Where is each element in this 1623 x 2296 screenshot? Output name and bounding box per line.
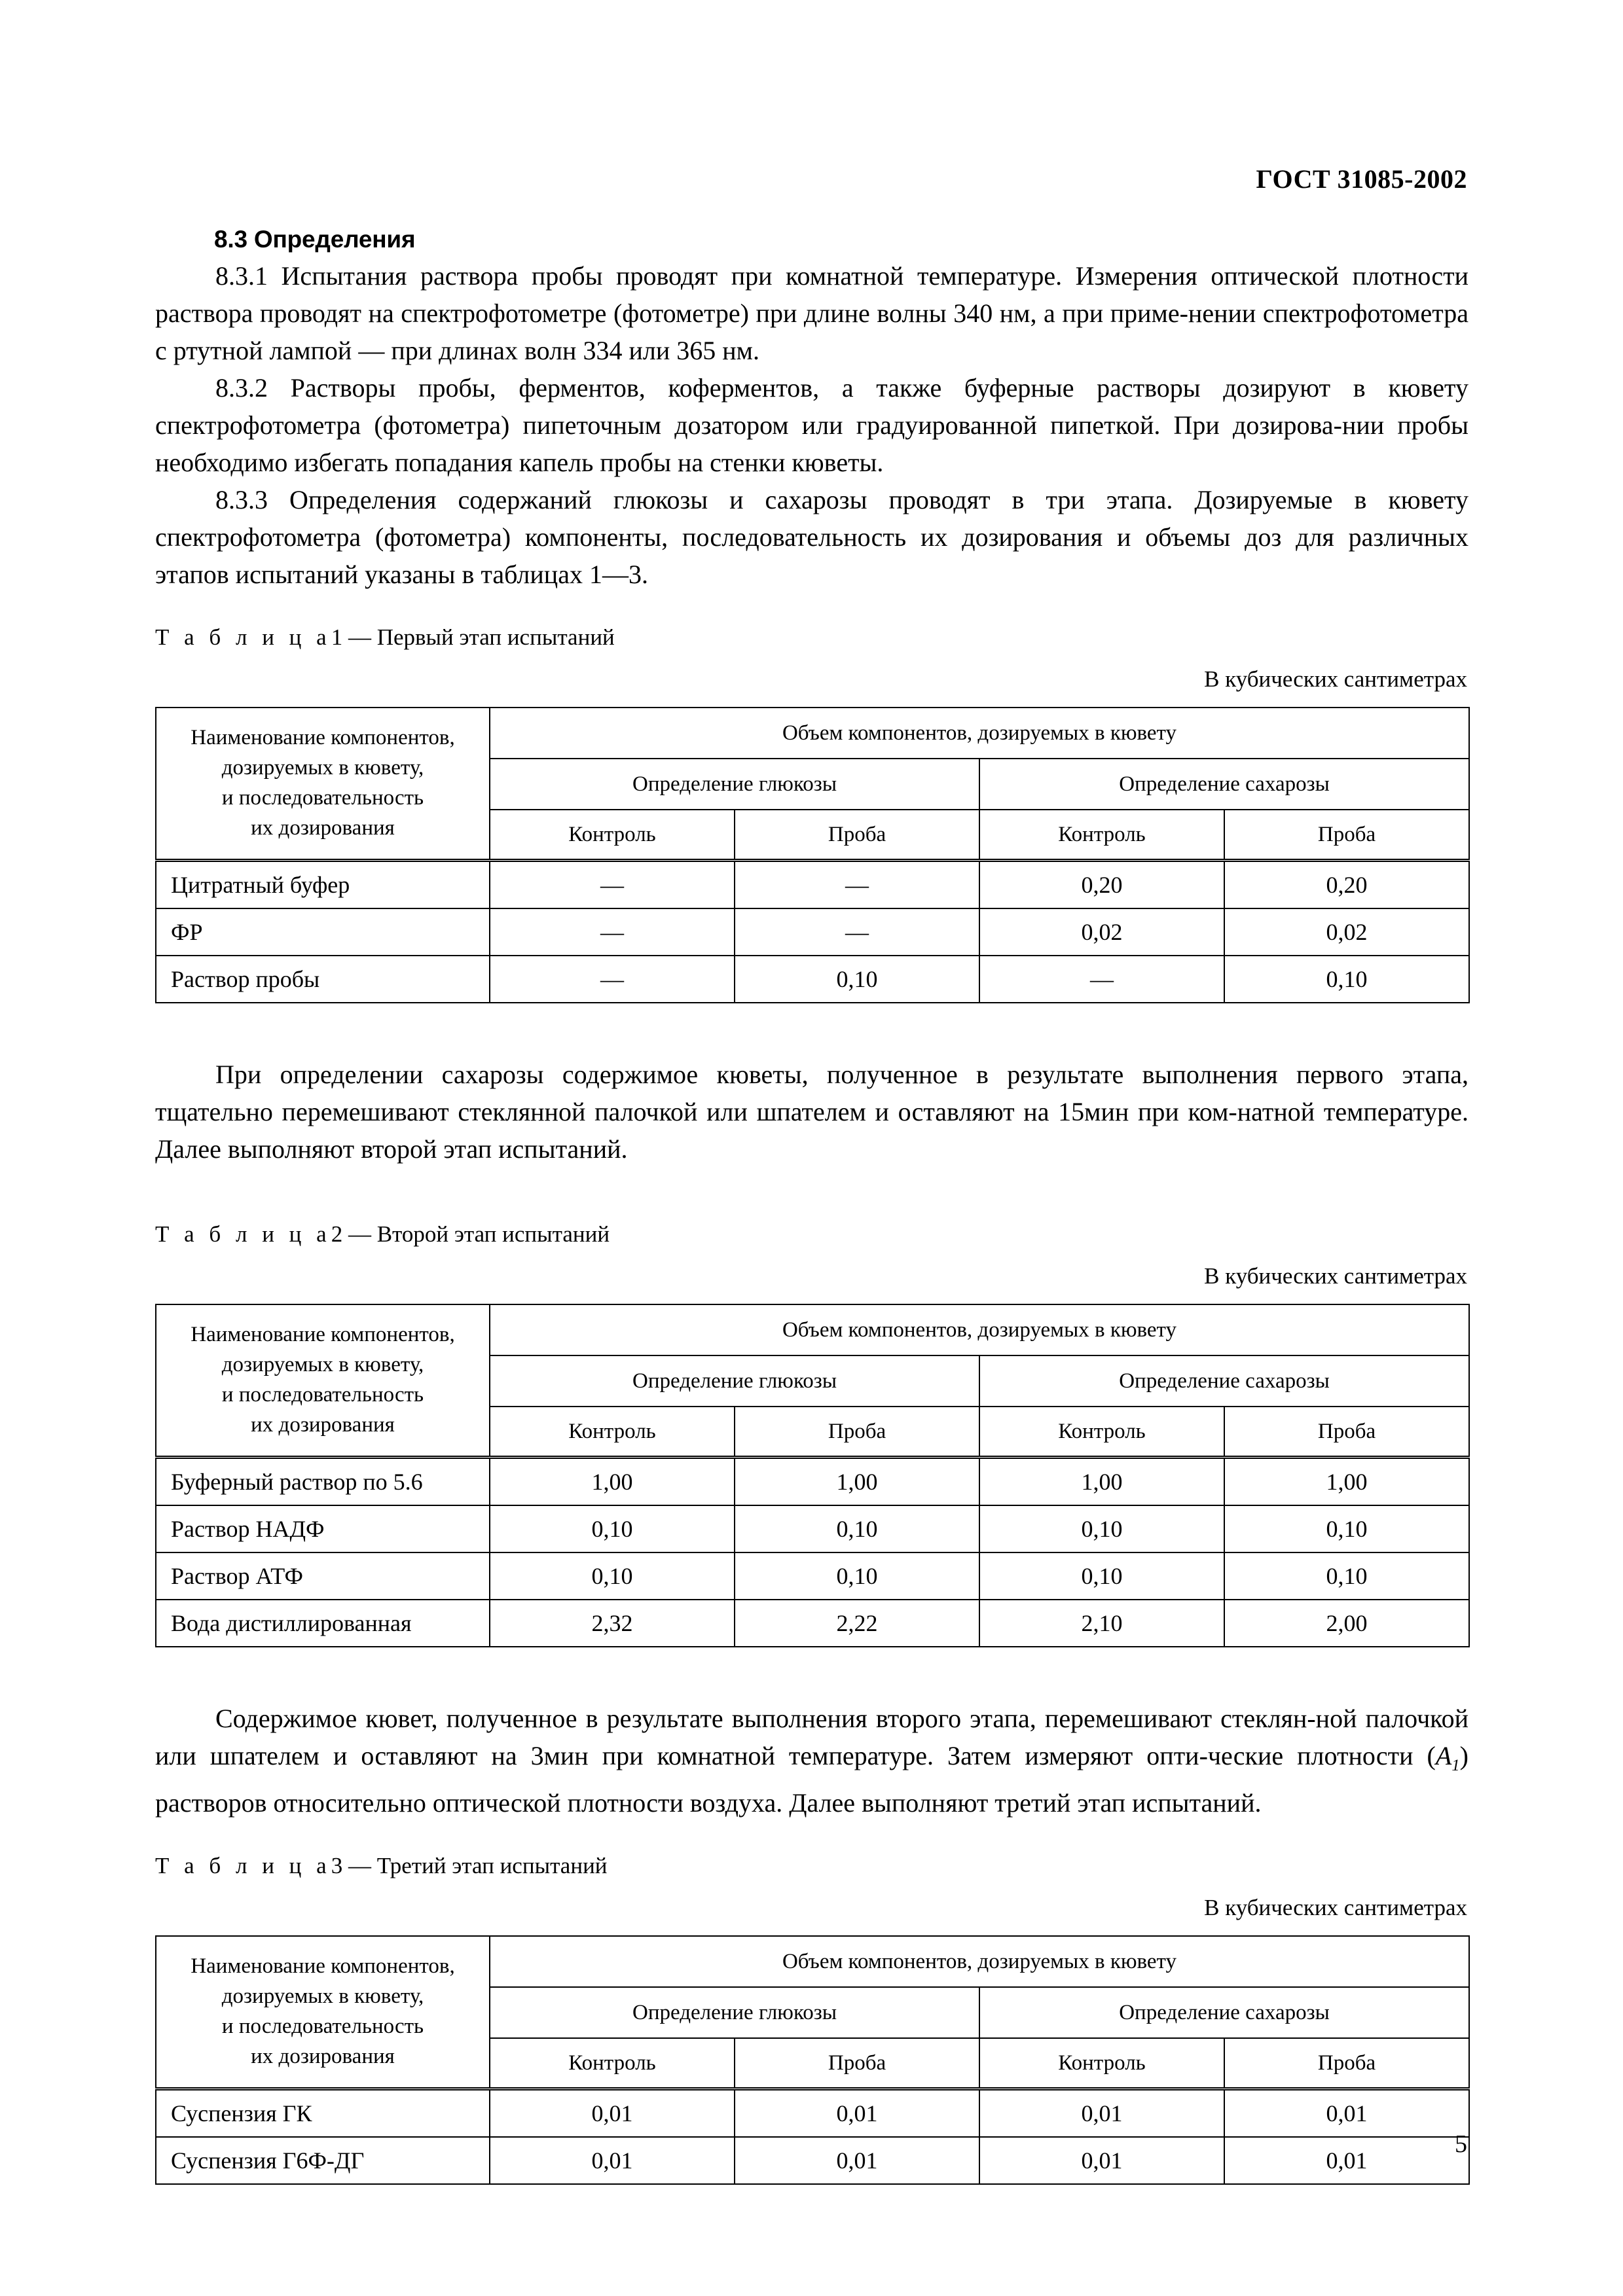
col0-line-2: дозируемых в кювету,	[221, 1984, 424, 2008]
row-value: 0,02	[1224, 908, 1469, 956]
row-value: 0,02	[979, 908, 1224, 956]
table-3-sub-1: Контроль	[490, 2038, 735, 2089]
col0-line-1: Наименование компонентов,	[191, 1323, 455, 1346]
row-value: 2,10	[979, 1600, 1224, 1647]
table-row	[156, 1552, 1469, 1600]
table-2-group-sucrose: Определение сахарозы	[979, 1355, 1469, 1407]
row-value: 0,01	[1224, 2137, 1469, 2184]
row-name: Раствор пробы	[156, 956, 490, 1003]
row-value: 0,01	[979, 2137, 1224, 2184]
optical-density-symbol: A	[1435, 1741, 1452, 1770]
row-value: 0,10	[1224, 956, 1469, 1003]
paragraph-8-3-2: 8.3.2 Растворы пробы, ферментов, коферментов, а также буферные растворы дозируют в кювету спектрофотометра (фотометра) пипеточным дозатором или градуированной пипеткой. При дозирова-нии пробы необходимо избегать попадания капель пробы на стенки кюветы.	[155, 373, 1468, 477]
table-2-caption-dash: —	[348, 1221, 371, 1247]
table-3-caption-number: 3	[331, 1853, 343, 1878]
table-2-col0-header	[156, 1304, 490, 1458]
row-value: 0,01	[1224, 2089, 1469, 2138]
table-1-units: В кубических сантиметрах	[1204, 666, 1467, 692]
table-row	[156, 1458, 1469, 1506]
table-1-body	[156, 861, 1469, 1003]
table-2-sub-3: Контроль	[979, 1407, 1224, 1458]
col0-line-4: их дозирования	[251, 1413, 395, 1437]
table-1-group-glucose: Определение глюкозы	[490, 759, 979, 810]
standard-number-header: ГОСТ 31085-2002	[1256, 164, 1467, 194]
table-3-body	[156, 2089, 1469, 2185]
table-2-units: В кубических сантиметрах	[1204, 1263, 1467, 1289]
row-value: 1,00	[735, 1458, 979, 1506]
table-3-group-sucrose: Определение сахарозы	[979, 1987, 1469, 2038]
table-1-span-header: Объем компонентов, дозируемых в кювету	[490, 708, 1469, 759]
row-value: 0,10	[735, 1505, 979, 1552]
table-1-sub-1: Контроль	[490, 810, 735, 861]
col0-line-3: и последовательность	[221, 2015, 424, 2038]
row-value: 0,01	[735, 2137, 979, 2184]
row-value: 2,22	[735, 1600, 979, 1647]
row-value: —	[979, 956, 1224, 1003]
row-value: 0,01	[490, 2137, 735, 2184]
table-3-units: В кубических сантиметрах	[1204, 1895, 1467, 1920]
page-content	[155, 226, 1468, 2185]
row-value: 0,10	[490, 1552, 735, 1600]
row-value: 0,10	[979, 1552, 1224, 1600]
note-part-1: Содержимое кювет, полученное в результате выполнения второго этапа, перемешивают стеклян-ной палочкой или шпателем и оставляют на 3мин при комнатной температуре. Затем измеряют опти-ческие плотности (	[155, 1704, 1468, 1770]
col0-line-1: Наименование компонентов,	[191, 1954, 455, 1978]
col0-line-4: их дозирования	[251, 2045, 395, 2068]
row-name: Цитратный буфер	[156, 861, 490, 909]
table-2-sub-1: Контроль	[490, 1407, 735, 1458]
table-row	[156, 1600, 1469, 1647]
table-row	[156, 1505, 1469, 1552]
row-name: Суспензия ГК	[156, 2089, 490, 2138]
row-value: 0,10	[490, 1505, 735, 1552]
table-1-sub-3: Контроль	[979, 810, 1224, 861]
table-1-caption-label: Т а б л и ц а	[155, 624, 331, 650]
section-heading: 8.3 Определения	[214, 226, 416, 253]
table-2	[155, 1304, 1470, 1647]
row-value: 1,00	[490, 1458, 735, 1506]
table-row	[156, 2089, 1469, 2138]
row-name: Раствор НАДФ	[156, 1505, 490, 1552]
table-1-head	[156, 708, 1469, 861]
note-after-table-1: При определении сахарозы содержимое кюветы, полученное в результате выполнения первого этапа, тщательно перемешивают стеклянной палочкой или шпателем и оставляют на 15мин при ком-натной температуре. Далее выполняют второй этап испытаний.	[155, 1060, 1468, 1164]
row-value: 2,00	[1224, 1600, 1469, 1647]
col0-line-1: Наименование компонентов,	[191, 726, 455, 749]
table-1-sub-2: Проба	[735, 810, 979, 861]
table-row	[156, 2137, 1469, 2184]
row-value: 0,10	[735, 1552, 979, 1600]
paragraph-8-3-1: 8.3.1 Испытания раствора пробы проводят при комнатной температуре. Измерения оптической плотности раствора проводят на спектрофотометре (фотометре) при длине волны 340 нм, а при приме-нении спектрофотометра с ртутной лампой — при длинах волн 334 или 365 нм.	[155, 261, 1468, 365]
page-number: 5	[1455, 2130, 1467, 2158]
table-3-sub-2: Проба	[735, 2038, 979, 2089]
optical-density-subscript: 1	[1451, 1757, 1460, 1774]
table-3-span-header: Объем компонентов, дозируемых в кювету	[490, 1936, 1469, 1987]
table-1-group-sucrose: Определение сахарозы	[979, 759, 1469, 810]
table-3-caption	[155, 1852, 1468, 1880]
row-value: 0,10	[1224, 1505, 1469, 1552]
table-2-sub-4: Проба	[1224, 1407, 1469, 1458]
table-3-caption-dash: —	[348, 1853, 371, 1878]
table-2-caption-title: Второй этап испытаний	[376, 1221, 610, 1247]
table-row	[156, 861, 1469, 909]
row-value: 0,10	[979, 1505, 1224, 1552]
col0-line-2: дозируемых в кювету,	[221, 756, 424, 780]
col0-line-2: дозируемых в кювету,	[221, 1353, 424, 1376]
col0-line-3: и последовательность	[221, 1383, 424, 1407]
row-value: 0,10	[1224, 1552, 1469, 1600]
table-2-body	[156, 1458, 1469, 1647]
row-value: 0,20	[1224, 861, 1469, 909]
row-value: 1,00	[979, 1458, 1224, 1506]
table-2-caption-number: 2	[331, 1221, 343, 1247]
col0-line-4: их дозирования	[251, 816, 395, 840]
paragraph-8-3-3: 8.3.3 Определения содержаний глюкозы и сахарозы проводят в три этапа. Дозируемые в кювету спектрофотометра (фотометра) компоненты, последовательность их дозирования и объемы доз для различных этапов испытаний указаны в таблицах 1—3.	[155, 485, 1468, 589]
row-value: 0,20	[979, 861, 1224, 909]
table-3-head	[156, 1936, 1469, 2089]
row-value: —	[490, 908, 735, 956]
row-name: ФР	[156, 908, 490, 956]
row-value: 0,10	[735, 956, 979, 1003]
table-2-caption-label: Т а б л и ц а	[155, 1221, 331, 1247]
note-after-table-2	[155, 1700, 1468, 1821]
table-1-col0-header	[156, 708, 490, 861]
table-3-caption-title: Третий этап испытаний	[376, 1853, 608, 1878]
table-2-group-glucose: Определение глюкозы	[490, 1355, 979, 1407]
table-2-sub-2: Проба	[735, 1407, 979, 1458]
table-1-caption	[155, 623, 1468, 652]
row-name: Буферный раствор по 5.6	[156, 1458, 490, 1506]
table-2-caption	[155, 1220, 1468, 1249]
table-1-caption-title: Первый этап испытаний	[376, 624, 615, 650]
note-part-2: ) растворов относительно оптической плотности воздуха. Далее выполняют третий этап испытаний.	[155, 1741, 1468, 1818]
row-value: —	[490, 861, 735, 909]
row-name: Раствор АТФ	[156, 1552, 490, 1600]
table-1-caption-number: 1	[331, 624, 343, 650]
table-1	[155, 707, 1470, 1003]
table-row	[156, 956, 1469, 1003]
table-3	[155, 1935, 1470, 2185]
row-value: 0,01	[735, 2089, 979, 2138]
row-value: —	[490, 956, 735, 1003]
table-3-sub-4: Проба	[1224, 2038, 1469, 2089]
table-3-caption-label: Т а б л и ц а	[155, 1853, 331, 1878]
table-3-group-glucose: Определение глюкозы	[490, 1987, 979, 2038]
row-name: Суспензия Г6Ф-ДГ	[156, 2137, 490, 2184]
row-value: 2,32	[490, 1600, 735, 1647]
row-value: 0,01	[490, 2089, 735, 2138]
row-value: 0,01	[979, 2089, 1224, 2138]
row-value: —	[735, 908, 979, 956]
table-2-span-header: Объем компонентов, дозируемых в кювету	[490, 1304, 1469, 1355]
table-2-head	[156, 1304, 1469, 1458]
table-row	[156, 908, 1469, 956]
row-name: Вода дистиллированная	[156, 1600, 490, 1647]
table-1-sub-4: Проба	[1224, 810, 1469, 861]
row-value: 1,00	[1224, 1458, 1469, 1506]
col0-line-3: и последовательность	[221, 786, 424, 810]
table-3-col0-header	[156, 1936, 490, 2089]
row-value: —	[735, 861, 979, 909]
table-3-sub-3: Контроль	[979, 2038, 1224, 2089]
table-1-caption-dash: —	[348, 624, 371, 650]
